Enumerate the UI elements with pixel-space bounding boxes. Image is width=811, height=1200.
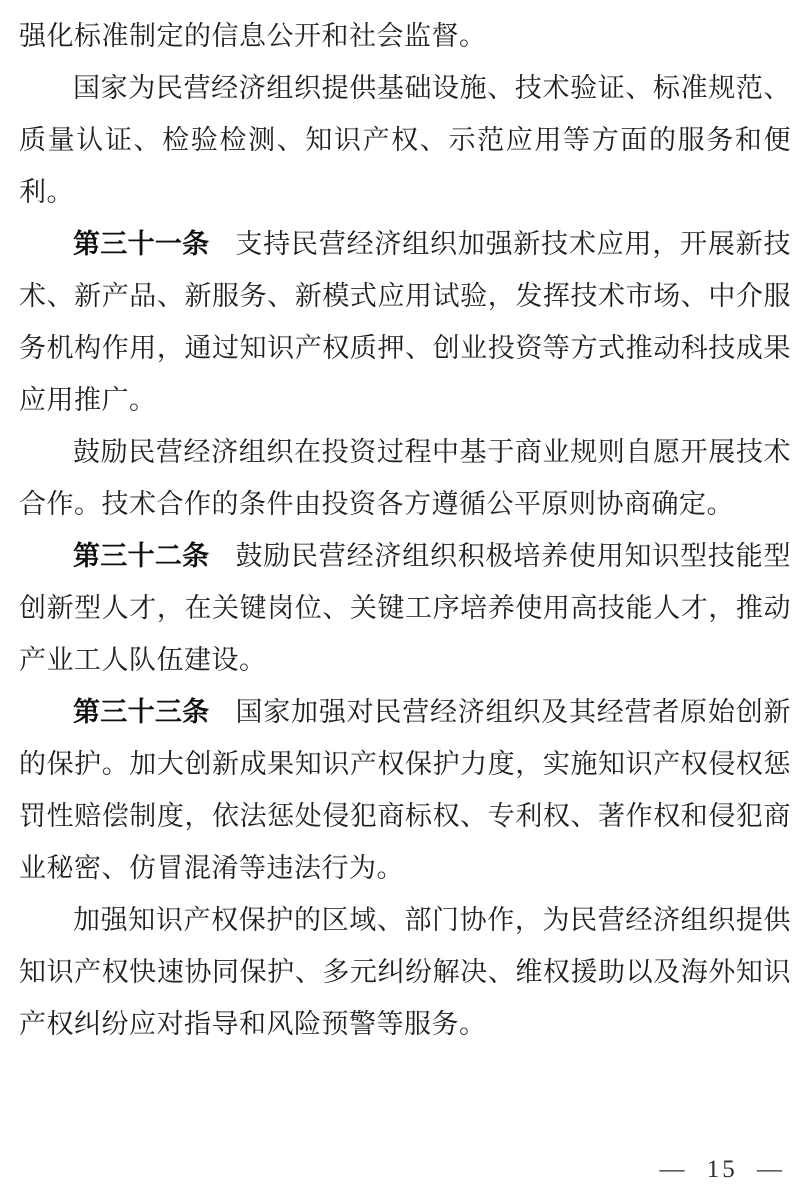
text-line bbox=[19, 218, 791, 270]
text-line bbox=[19, 686, 791, 738]
page-number: — 15 — bbox=[659, 1156, 785, 1183]
line-text: 加强知识产权保护的区域、部门协作，为民营经济组织提供 bbox=[73, 905, 791, 935]
line-text: 鼓励民营经济组织积极培养使用知识型技能型 bbox=[235, 541, 791, 571]
line-text: 知识产权快速协同保护、多元纠纷解决、维权援助以及海外知识 bbox=[19, 957, 791, 987]
line-text: 强化标准制定的信息公开和社会监督。 bbox=[19, 21, 487, 51]
text-line bbox=[19, 322, 791, 374]
text-line bbox=[19, 946, 791, 998]
line-text: 应用推广。 bbox=[19, 385, 157, 415]
line-text: 国家为民营经济组织提供基础设施、技术验证、标准规范、 bbox=[73, 73, 791, 103]
line-text: 产业工人队伍建设。 bbox=[19, 645, 267, 675]
paragraph bbox=[19, 426, 791, 530]
line-text: 创新型人才，在关键岗位、关键工序培养使用高技能人才，推动 bbox=[19, 593, 791, 623]
line-text: 业秘密、仿冒混淆等违法行为。 bbox=[19, 853, 404, 883]
text-line bbox=[19, 166, 791, 218]
line-text: 质量认证、检验检测、知识产权、示范应用等方面的服务和便 bbox=[19, 125, 791, 155]
paragraph bbox=[19, 530, 791, 686]
paragraph bbox=[19, 686, 791, 894]
text-line bbox=[19, 426, 791, 478]
text-line bbox=[19, 10, 791, 62]
paragraph bbox=[19, 218, 791, 426]
text-line bbox=[19, 270, 791, 322]
paragraph bbox=[19, 10, 791, 62]
text-line bbox=[19, 998, 791, 1050]
line-text: 合作。技术合作的条件由投资各方遵循公平原则协商确定。 bbox=[19, 489, 734, 519]
text-line bbox=[19, 634, 791, 686]
paragraph bbox=[19, 894, 791, 1050]
text-line bbox=[19, 842, 791, 894]
line-text: 利。 bbox=[19, 177, 74, 207]
article-number: 第三十一条 bbox=[73, 229, 210, 259]
text-line bbox=[19, 62, 791, 114]
article-number: 第三十二条 bbox=[73, 541, 210, 571]
line-text: 务机构作用，通过知识产权质押、创业投资等方式推动科技成果 bbox=[19, 333, 791, 363]
line-text: 罚性赔偿制度，依法惩处侵犯商标权、专利权、著作权和侵犯商 bbox=[19, 801, 791, 831]
line-text: 产权纠纷应对指导和风险预警等服务。 bbox=[19, 1009, 487, 1039]
text-line bbox=[19, 478, 791, 530]
line-text: 支持民营经济组织加强新技术应用，开展新技 bbox=[235, 229, 791, 259]
text-line bbox=[19, 738, 791, 790]
line-text: 的保护。加大创新成果知识产权保护力度，实施知识产权侵权惩 bbox=[19, 749, 791, 779]
text-line bbox=[19, 894, 791, 946]
text-line bbox=[19, 114, 791, 166]
article-number: 第三十三条 bbox=[73, 697, 210, 727]
text-line bbox=[19, 374, 791, 426]
line-text: 术、新产品、新服务、新模式应用试验，发挥技术市场、中介服 bbox=[19, 281, 791, 311]
page-footer bbox=[660, 1156, 786, 1184]
text-line bbox=[19, 530, 791, 582]
text-line bbox=[19, 790, 791, 842]
text-line bbox=[19, 582, 791, 634]
line-text: 国家加强对民营经济组织及其经营者原始创新 bbox=[235, 697, 791, 727]
line-text: 鼓励民营经济组织在投资过程中基于商业规则自愿开展技术 bbox=[73, 437, 791, 467]
paragraph bbox=[19, 62, 791, 218]
